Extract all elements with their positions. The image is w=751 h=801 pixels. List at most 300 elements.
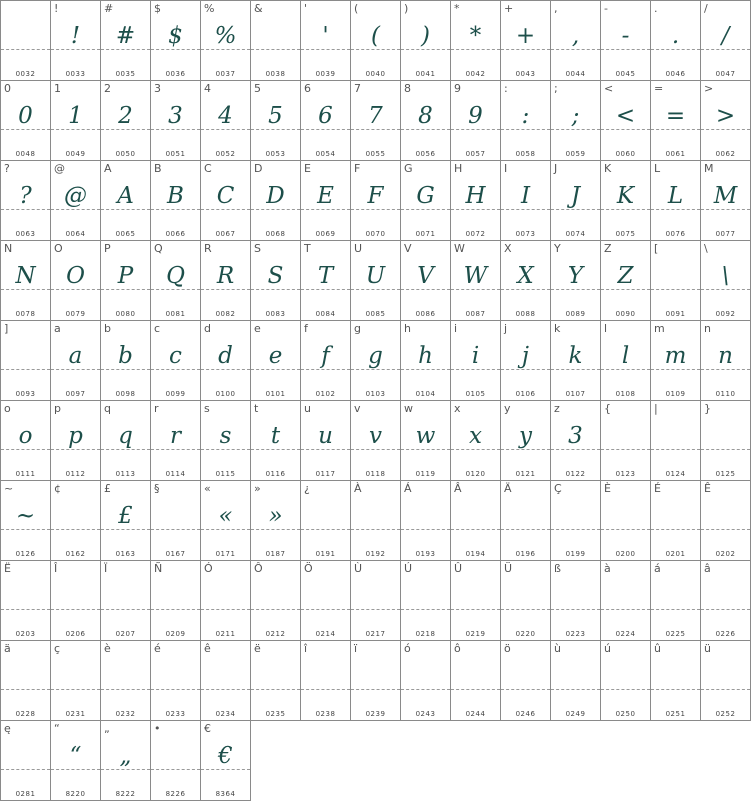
glyph-cell-label: ù bbox=[554, 642, 561, 655]
glyph-cell-code: 0064 bbox=[65, 230, 86, 238]
glyph-cell-code: 0107 bbox=[565, 390, 586, 398]
baseline-guide bbox=[351, 129, 400, 130]
glyph-cell-label: ¿ bbox=[304, 482, 310, 495]
glyph-cell-label: k bbox=[554, 322, 561, 335]
glyph-cell-code: 0113 bbox=[115, 470, 136, 478]
glyph-cell bbox=[200, 0, 251, 81]
glyph-cell-label: Ö bbox=[304, 562, 313, 575]
glyph-sample: O bbox=[66, 263, 85, 289]
glyph-cell bbox=[350, 80, 401, 161]
glyph-cell-label: V bbox=[404, 242, 412, 255]
baseline-guide bbox=[451, 609, 500, 610]
baseline-guide bbox=[351, 209, 400, 210]
glyph-cell-code: 0110 bbox=[715, 390, 736, 398]
glyph-cell-label: Z bbox=[604, 242, 612, 255]
glyph-cell-label: H bbox=[454, 162, 463, 175]
glyph-cell bbox=[100, 160, 151, 241]
glyph-cell-label: Û bbox=[454, 562, 463, 575]
baseline-guide bbox=[201, 129, 250, 130]
glyph-sample: “ bbox=[69, 743, 82, 769]
glyph-cell-code: 0060 bbox=[615, 150, 636, 158]
baseline-guide bbox=[651, 609, 700, 610]
glyph-cell bbox=[600, 640, 651, 721]
glyph-cell-code: 0082 bbox=[215, 310, 236, 318]
glyph-cell-code: 0126 bbox=[15, 550, 36, 558]
glyph-cell-code: 0074 bbox=[565, 230, 586, 238]
glyph-sample: ) bbox=[421, 23, 430, 49]
baseline-guide bbox=[351, 449, 400, 450]
glyph-cell-code: 0065 bbox=[115, 230, 136, 238]
baseline-guide bbox=[101, 769, 150, 770]
glyph-cell bbox=[400, 240, 451, 321]
baseline-guide bbox=[501, 209, 550, 210]
glyph-cell bbox=[100, 240, 151, 321]
glyph-sample: e bbox=[268, 343, 283, 369]
glyph-cell bbox=[150, 480, 201, 561]
glyph-cell bbox=[400, 560, 451, 641]
glyph-cell bbox=[350, 320, 401, 401]
glyph-cell-code: 0163 bbox=[115, 550, 136, 558]
glyph-cell-label: Ù bbox=[354, 562, 363, 575]
glyph-cell-code: 0089 bbox=[565, 310, 586, 318]
glyph-cell bbox=[50, 640, 101, 721]
glyph-cell-code: 0100 bbox=[215, 390, 236, 398]
baseline-guide bbox=[701, 369, 750, 370]
glyph-cell-label: O bbox=[54, 242, 63, 255]
glyph-cell bbox=[300, 400, 351, 481]
glyph-sample: B bbox=[167, 183, 184, 209]
glyph-cell bbox=[150, 720, 201, 801]
glyph-cell bbox=[0, 480, 51, 561]
glyph-cell-label: ö bbox=[504, 642, 511, 655]
glyph-cell-code: 0045 bbox=[615, 70, 636, 78]
glyph-cell-label: e bbox=[254, 322, 261, 335]
glyph-cell bbox=[300, 240, 351, 321]
baseline-guide bbox=[351, 369, 400, 370]
baseline-guide bbox=[401, 529, 450, 530]
glyph-cell-code: 0085 bbox=[365, 310, 386, 318]
glyph-cell-code: 8222 bbox=[115, 790, 136, 798]
glyph-cell-label: M bbox=[704, 162, 714, 175]
glyph-cell-label: w bbox=[404, 402, 413, 415]
glyph-cell bbox=[350, 480, 401, 561]
baseline-guide bbox=[301, 369, 350, 370]
baseline-guide bbox=[401, 689, 450, 690]
glyph-cell-label: # bbox=[104, 2, 114, 15]
baseline-guide bbox=[101, 49, 150, 50]
glyph-cell bbox=[600, 80, 651, 161]
glyph-cell-label: Ñ bbox=[154, 562, 163, 575]
glyph-sample: » bbox=[268, 503, 283, 529]
glyph-sample: 6 bbox=[318, 103, 333, 129]
glyph-cell bbox=[0, 80, 51, 161]
baseline-guide bbox=[701, 209, 750, 210]
glyph-cell bbox=[150, 160, 201, 241]
glyph-cell bbox=[700, 240, 751, 321]
glyph-sample: J bbox=[570, 183, 581, 209]
glyph-cell bbox=[200, 80, 251, 161]
glyph-cell-label: = bbox=[654, 82, 664, 95]
glyph-cell-code: 0251 bbox=[665, 710, 686, 718]
baseline-guide bbox=[301, 609, 350, 610]
glyph-cell bbox=[50, 80, 101, 161]
baseline-guide bbox=[501, 289, 550, 290]
glyph-cell-label: & bbox=[254, 2, 263, 15]
glyph-cell-code: 0080 bbox=[115, 310, 136, 318]
glyph-cell bbox=[200, 480, 251, 561]
baseline-guide bbox=[551, 609, 600, 610]
glyph-cell-code: 0048 bbox=[15, 150, 36, 158]
glyph-cell-code: 0077 bbox=[715, 230, 736, 238]
glyph-cell bbox=[450, 400, 501, 481]
glyph-cell bbox=[250, 240, 301, 321]
baseline-guide bbox=[451, 449, 500, 450]
glyph-cell-label: 0 bbox=[4, 82, 11, 95]
baseline-guide bbox=[101, 609, 150, 610]
glyph-sample: 1 bbox=[68, 103, 83, 129]
glyph-cell-code: 0226 bbox=[715, 630, 736, 638]
glyph-cell-code: 0281 bbox=[15, 790, 36, 798]
baseline-guide bbox=[601, 369, 650, 370]
glyph-cell bbox=[200, 560, 251, 641]
glyph-cell-label: ó bbox=[404, 642, 411, 655]
glyph-cell bbox=[450, 80, 501, 161]
glyph-cell-code: 0171 bbox=[215, 550, 236, 558]
glyph-cell bbox=[550, 480, 601, 561]
glyph-sample: L bbox=[667, 183, 684, 209]
baseline-guide bbox=[301, 129, 350, 130]
glyph-cell-code: 0075 bbox=[615, 230, 636, 238]
glyph-cell-label: 1 bbox=[54, 82, 61, 95]
glyph-cell-label: i bbox=[454, 322, 458, 335]
baseline-guide bbox=[151, 209, 200, 210]
glyph-cell bbox=[350, 400, 401, 481]
glyph-sample: ~ bbox=[15, 503, 36, 529]
glyph-cell-label: Ç bbox=[554, 482, 562, 495]
glyph-cell bbox=[300, 480, 351, 561]
glyph-cell-label: Ä bbox=[504, 482, 512, 495]
baseline-guide bbox=[701, 49, 750, 50]
glyph-cell-code: 0050 bbox=[115, 150, 136, 158]
glyph-cell bbox=[100, 400, 151, 481]
glyph-cell-label: » bbox=[254, 482, 261, 495]
glyph-cell bbox=[450, 0, 501, 81]
glyph-cell bbox=[350, 0, 401, 81]
glyph-cell-label: L bbox=[654, 162, 661, 175]
glyph-cell-label: ç bbox=[54, 642, 61, 655]
glyph-cell bbox=[500, 560, 551, 641]
glyph-cell-label: / bbox=[704, 2, 708, 15]
glyph-cell-label: p bbox=[54, 402, 61, 415]
baseline-guide bbox=[701, 289, 750, 290]
glyph-cell-label: G bbox=[404, 162, 413, 175]
baseline-guide bbox=[701, 449, 750, 450]
glyph-cell-code: 0196 bbox=[515, 550, 536, 558]
baseline-guide bbox=[551, 529, 600, 530]
glyph-cell-label: s bbox=[204, 402, 210, 415]
glyph-cell bbox=[500, 0, 551, 81]
glyph-cell-code: 0056 bbox=[415, 150, 436, 158]
glyph-cell-label: ? bbox=[4, 162, 10, 175]
glyph-cell-label: D bbox=[254, 162, 263, 175]
baseline-guide bbox=[251, 449, 300, 450]
baseline-guide bbox=[501, 449, 550, 450]
glyph-cell-label: 8 bbox=[404, 82, 411, 95]
glyph-cell-label: < bbox=[604, 82, 614, 95]
glyph-cell-code: 0040 bbox=[365, 70, 386, 78]
baseline-guide bbox=[351, 689, 400, 690]
glyph-cell bbox=[650, 640, 701, 721]
glyph-sample: f bbox=[321, 343, 330, 369]
glyph-sample: M bbox=[713, 183, 738, 209]
glyph-sample: x bbox=[469, 423, 482, 449]
glyph-cell bbox=[50, 240, 101, 321]
glyph-cell bbox=[0, 640, 51, 721]
glyph-cell-label: ë bbox=[254, 642, 261, 655]
glyph-cell-label: ę bbox=[4, 722, 11, 735]
glyph-cell-label: J bbox=[554, 162, 558, 175]
glyph-cell bbox=[450, 240, 501, 321]
glyph-cell-code: 0042 bbox=[465, 70, 486, 78]
glyph-cell-code: 0049 bbox=[65, 150, 86, 158]
glyph-cell bbox=[450, 640, 501, 721]
glyph-cell-label: P bbox=[104, 242, 111, 255]
glyph-cell-code: 0234 bbox=[215, 710, 236, 718]
glyph-cell-label: ! bbox=[54, 2, 59, 15]
glyph-cell bbox=[700, 160, 751, 241]
glyph-cell bbox=[150, 240, 201, 321]
glyph-sample: W bbox=[463, 263, 488, 289]
glyph-sample: q bbox=[118, 423, 133, 449]
glyph-cell-code: 0051 bbox=[165, 150, 186, 158]
glyph-cell bbox=[0, 560, 51, 641]
baseline-guide bbox=[1, 289, 50, 290]
baseline-guide bbox=[401, 129, 450, 130]
baseline-guide bbox=[501, 369, 550, 370]
glyph-cell-label: ê bbox=[204, 642, 211, 655]
glyph-sample: P bbox=[117, 263, 134, 289]
glyph-cell bbox=[650, 160, 701, 241]
glyph-sample: j bbox=[521, 343, 530, 369]
baseline-guide bbox=[101, 369, 150, 370]
baseline-guide bbox=[451, 209, 500, 210]
glyph-cell bbox=[100, 80, 151, 161]
glyph-cell-code: 0120 bbox=[465, 470, 486, 478]
glyph-cell-label: - bbox=[604, 2, 608, 15]
glyph-cell-label: [ bbox=[654, 242, 659, 255]
glyph-sample: „ bbox=[119, 743, 132, 769]
glyph-cell-label: K bbox=[604, 162, 612, 175]
glyph-cell-code: 0043 bbox=[515, 70, 536, 78]
glyph-sample: 0 bbox=[18, 103, 33, 129]
glyph-sample: H bbox=[465, 183, 486, 209]
glyph-cell-label: R bbox=[204, 242, 212, 255]
glyph-cell-label: h bbox=[404, 322, 411, 335]
glyph-cell-label: Â bbox=[454, 482, 462, 495]
baseline-guide bbox=[101, 529, 150, 530]
glyph-cell bbox=[450, 560, 501, 641]
baseline-guide bbox=[551, 129, 600, 130]
glyph-cell-label: ; bbox=[554, 82, 558, 95]
glyph-cell-code: 0212 bbox=[265, 630, 286, 638]
glyph-cell-label: g bbox=[354, 322, 361, 335]
glyph-cell-code: 0220 bbox=[515, 630, 536, 638]
baseline-guide bbox=[251, 289, 300, 290]
glyph-sample: l bbox=[621, 343, 630, 369]
baseline-guide bbox=[251, 529, 300, 530]
glyph-cell bbox=[250, 400, 301, 481]
glyph-cell bbox=[600, 480, 651, 561]
glyph-sample: G bbox=[416, 183, 435, 209]
glyph-cell-code: 0233 bbox=[165, 710, 186, 718]
glyph-cell-code: 8220 bbox=[65, 790, 86, 798]
baseline-guide bbox=[601, 129, 650, 130]
glyph-sample: v bbox=[369, 423, 382, 449]
glyph-cell bbox=[700, 80, 751, 161]
glyph-cell bbox=[400, 80, 451, 161]
glyph-cell-code: 0103 bbox=[365, 390, 386, 398]
glyph-cell-code: 0099 bbox=[165, 390, 186, 398]
glyph-cell-code: 0101 bbox=[265, 390, 286, 398]
glyph-cell-code: 0121 bbox=[515, 470, 536, 478]
glyph-cell-label: b bbox=[104, 322, 111, 335]
glyph-cell-code: 0209 bbox=[165, 630, 186, 638]
glyph-cell bbox=[100, 640, 151, 721]
glyph-cell bbox=[200, 240, 251, 321]
baseline-guide bbox=[301, 289, 350, 290]
glyph-sample: £ bbox=[118, 503, 133, 529]
glyph-cell-code: 0228 bbox=[15, 710, 36, 718]
glyph-cell-code: 0104 bbox=[415, 390, 436, 398]
glyph-cell bbox=[200, 160, 251, 241]
glyph-cell bbox=[600, 0, 651, 81]
glyph-cell-code: 0061 bbox=[665, 150, 686, 158]
glyph-cell-label: • bbox=[154, 722, 161, 735]
baseline-guide bbox=[551, 49, 600, 50]
glyph-cell bbox=[400, 160, 451, 241]
glyph-sample: U bbox=[365, 263, 386, 289]
glyph-cell-label: n bbox=[704, 322, 711, 335]
glyph-cell-code: 0214 bbox=[315, 630, 336, 638]
glyph-cell-code: 0206 bbox=[65, 630, 86, 638]
glyph-cell bbox=[150, 400, 201, 481]
glyph-sample: / bbox=[721, 23, 730, 49]
glyph-cell-code: 0106 bbox=[515, 390, 536, 398]
glyph-cell-label: Q bbox=[154, 242, 163, 255]
glyph-cell bbox=[500, 640, 551, 721]
glyph-sample: ? bbox=[19, 183, 32, 209]
baseline-guide bbox=[351, 529, 400, 530]
glyph-cell-code: 0223 bbox=[565, 630, 586, 638]
glyph-cell bbox=[150, 320, 201, 401]
glyph-cell bbox=[450, 320, 501, 401]
glyph-cell-code: 0079 bbox=[65, 310, 86, 318]
glyph-cell-label: } bbox=[704, 402, 711, 415]
glyph-sample: > bbox=[715, 103, 736, 129]
glyph-cell-code: 0231 bbox=[65, 710, 86, 718]
glyph-cell bbox=[700, 560, 751, 641]
baseline-guide bbox=[151, 369, 200, 370]
glyph-cell bbox=[450, 480, 501, 561]
glyph-cell-code: 0053 bbox=[265, 150, 286, 158]
glyph-cell-code: 0109 bbox=[665, 390, 686, 398]
glyph-cell-code: 0232 bbox=[115, 710, 136, 718]
baseline-guide bbox=[551, 449, 600, 450]
glyph-cell-label: % bbox=[204, 2, 215, 15]
baseline-guide bbox=[101, 689, 150, 690]
glyph-cell bbox=[550, 240, 601, 321]
glyph-cell bbox=[100, 0, 151, 81]
baseline-guide bbox=[1, 49, 50, 50]
glyph-cell bbox=[50, 0, 101, 81]
glyph-cell bbox=[550, 0, 601, 81]
glyph-cell-label: É bbox=[654, 482, 661, 495]
glyph-sample: R bbox=[216, 263, 235, 289]
glyph-cell bbox=[700, 640, 751, 721]
glyph-sample: g bbox=[368, 343, 383, 369]
glyph-sample: 7 bbox=[368, 103, 383, 129]
glyph-cell bbox=[400, 400, 451, 481]
glyph-cell-label: 5 bbox=[254, 82, 261, 95]
glyph-cell bbox=[300, 160, 351, 241]
glyph-cell-label: ¢ bbox=[54, 482, 61, 495]
glyph-cell bbox=[550, 80, 601, 161]
glyph-cell-label: ( bbox=[354, 2, 359, 15]
glyph-cell-code: 0246 bbox=[515, 710, 536, 718]
glyph-cell-code: 0125 bbox=[715, 470, 736, 478]
glyph-cell-code: 0055 bbox=[365, 150, 386, 158]
glyph-cell-code: 0199 bbox=[565, 550, 586, 558]
glyph-cell bbox=[200, 640, 251, 721]
glyph-cell bbox=[550, 640, 601, 721]
baseline-guide bbox=[501, 129, 550, 130]
baseline-guide bbox=[451, 369, 500, 370]
glyph-sample: o bbox=[18, 423, 33, 449]
glyph-cell-code: 0116 bbox=[265, 470, 286, 478]
glyph-cell bbox=[500, 240, 551, 321]
baseline-guide bbox=[101, 129, 150, 130]
glyph-cell bbox=[600, 560, 651, 641]
glyph-cell bbox=[200, 720, 251, 801]
glyph-sample: $ bbox=[168, 23, 183, 49]
baseline-guide bbox=[1, 609, 50, 610]
baseline-guide bbox=[51, 369, 100, 370]
baseline-guide bbox=[651, 49, 700, 50]
baseline-guide bbox=[401, 369, 450, 370]
glyph-cell-label: t bbox=[254, 402, 259, 415]
glyph-cell-label: Î bbox=[54, 562, 58, 575]
glyph-cell-label: ï bbox=[354, 642, 358, 655]
glyph-cell bbox=[500, 480, 551, 561]
glyph-cell-label: A bbox=[104, 162, 112, 175]
glyph-sample: A bbox=[117, 183, 134, 209]
baseline-guide bbox=[51, 449, 100, 450]
glyph-cell-label: à bbox=[604, 562, 611, 575]
glyph-sample: = bbox=[665, 103, 686, 129]
glyph-cell bbox=[650, 0, 701, 81]
glyph-cell-code: 0046 bbox=[665, 70, 686, 78]
baseline-guide bbox=[601, 289, 650, 290]
glyph-cell-label: û bbox=[654, 642, 661, 655]
baseline-guide bbox=[351, 289, 400, 290]
baseline-guide bbox=[301, 209, 350, 210]
glyph-cell-code: 0054 bbox=[315, 150, 336, 158]
glyph-cell-code: 0044 bbox=[565, 70, 586, 78]
baseline-guide bbox=[1, 769, 50, 770]
glyph-sample: C bbox=[216, 183, 235, 209]
glyph-sample: « bbox=[218, 503, 233, 529]
glyph-cell-code: 0244 bbox=[465, 710, 486, 718]
